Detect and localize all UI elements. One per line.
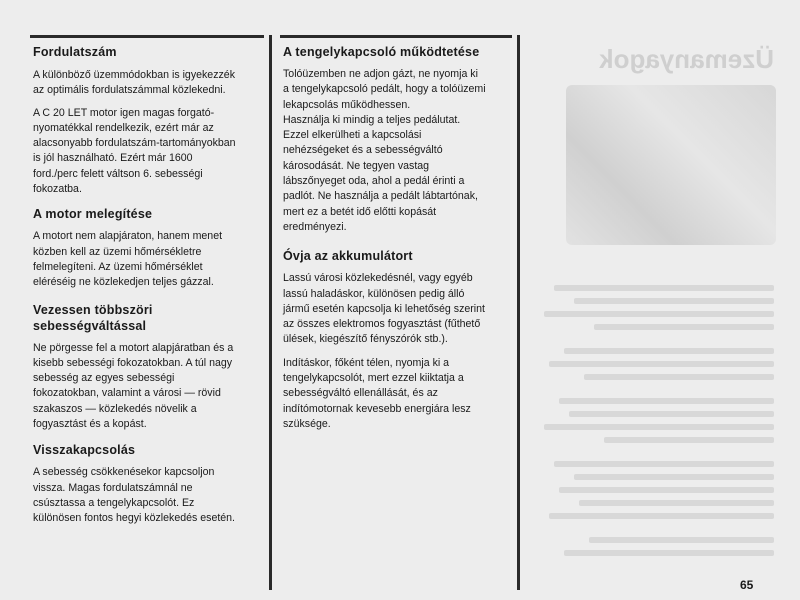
bleed-through-title: Üzemanyagok <box>599 44 774 74</box>
section-title-motor-melegitese: A motor melegítése <box>33 207 153 222</box>
bleed-through-image <box>566 85 776 245</box>
middle-column <box>283 44 513 432</box>
paragraph: Tolóüzemben ne adjon gázt, ne nyomja ki a tengelykapcsoló pedált, hogy a tolóüzemi lekapcsolás működhessen. Használja ki mindig a teljes pedálutat. Ezzel elkerülheti a kapcsolási nehézségeket és a sebességváltó károsodását. Ne tegyen vastag lábszőnyeget oda, ahol a pedál érinti a padlót. Ne használja a pedált lábtartónak, mert ez a betét idő előtti kopását eredményezi. <box>283 68 486 233</box>
column-divider-right <box>517 35 520 590</box>
paragraph: Lassú városi közlekedésnél, vagy egyéb lassú haladáskor, különösen pedig álló jármű esetén kapcsolja ki lehetőség szerint az összes elektromos fogyasztást (fűthető ülések, kiegészítő fényszórók stb.). <box>283 272 485 346</box>
paragraph: A különböző üzemmódokban is igyekezzék az optimális fordulatszámmal közlekedni. <box>33 69 235 97</box>
paragraph: A C 20 LET motor igen magas forgató- nyomatékkal rendelkezik, ezért már az alacsonyabb fordulatszám-tartományokban is jól használható. Ezért már 1600 ford./perc felett váltson 6. sebességi fokozatba. <box>33 106 236 196</box>
paragraph: Ne pörgesse fel a motort alapjáratban és a kisebb sebességi fokozatokban. A túl nagy sebesség az egyes sebességi fokozatokban, valamint a városi — rövid szakaszos — közlekedés növelik a fogyasztást és a kopást. <box>33 341 234 431</box>
top-rule-left <box>30 35 264 38</box>
section-title-tengelykapcsolo: A tengelykapcsoló működtetése <box>283 45 480 59</box>
paragraph: Indításkor, főként télen, nyomja ki a tengelykapcsolót, mert ezzel kiiktatja a sebességváltó ellenállását, és az indítómotornak kevesebb energiára lesz szüksége. <box>283 356 471 430</box>
page-number: 65 <box>740 578 754 592</box>
column-divider-left <box>269 35 272 590</box>
section-title-visszakapcsolas: Visszakapcsolás <box>33 443 136 458</box>
left-column <box>33 44 265 527</box>
section-title-fordulatszam: Fordulatszám <box>33 45 117 59</box>
paragraph: A sebesség csökkenésekor kapcsoljon vissza. Magas fordulatszámnál ne csúsztassa a tengelykapcsolót. Ez különösen fontos hegyi közlekedés esetén. <box>33 466 236 525</box>
top-rule-middle <box>280 35 512 38</box>
bleed-through-page <box>524 30 784 570</box>
paragraph: A motort nem alapjáraton, hanem menet közben kell az üzemi hőmérsékletre felmelegíteni. Az üzemi hőmérséklet eléréséig ne közlekedjen teljes gázzal. <box>33 230 223 289</box>
section-title-akkumulator: Óvja az akkumulátort <box>283 249 413 264</box>
section-title-sebessegvaltas: Vezessen többszöri sebességváltással <box>33 302 153 333</box>
